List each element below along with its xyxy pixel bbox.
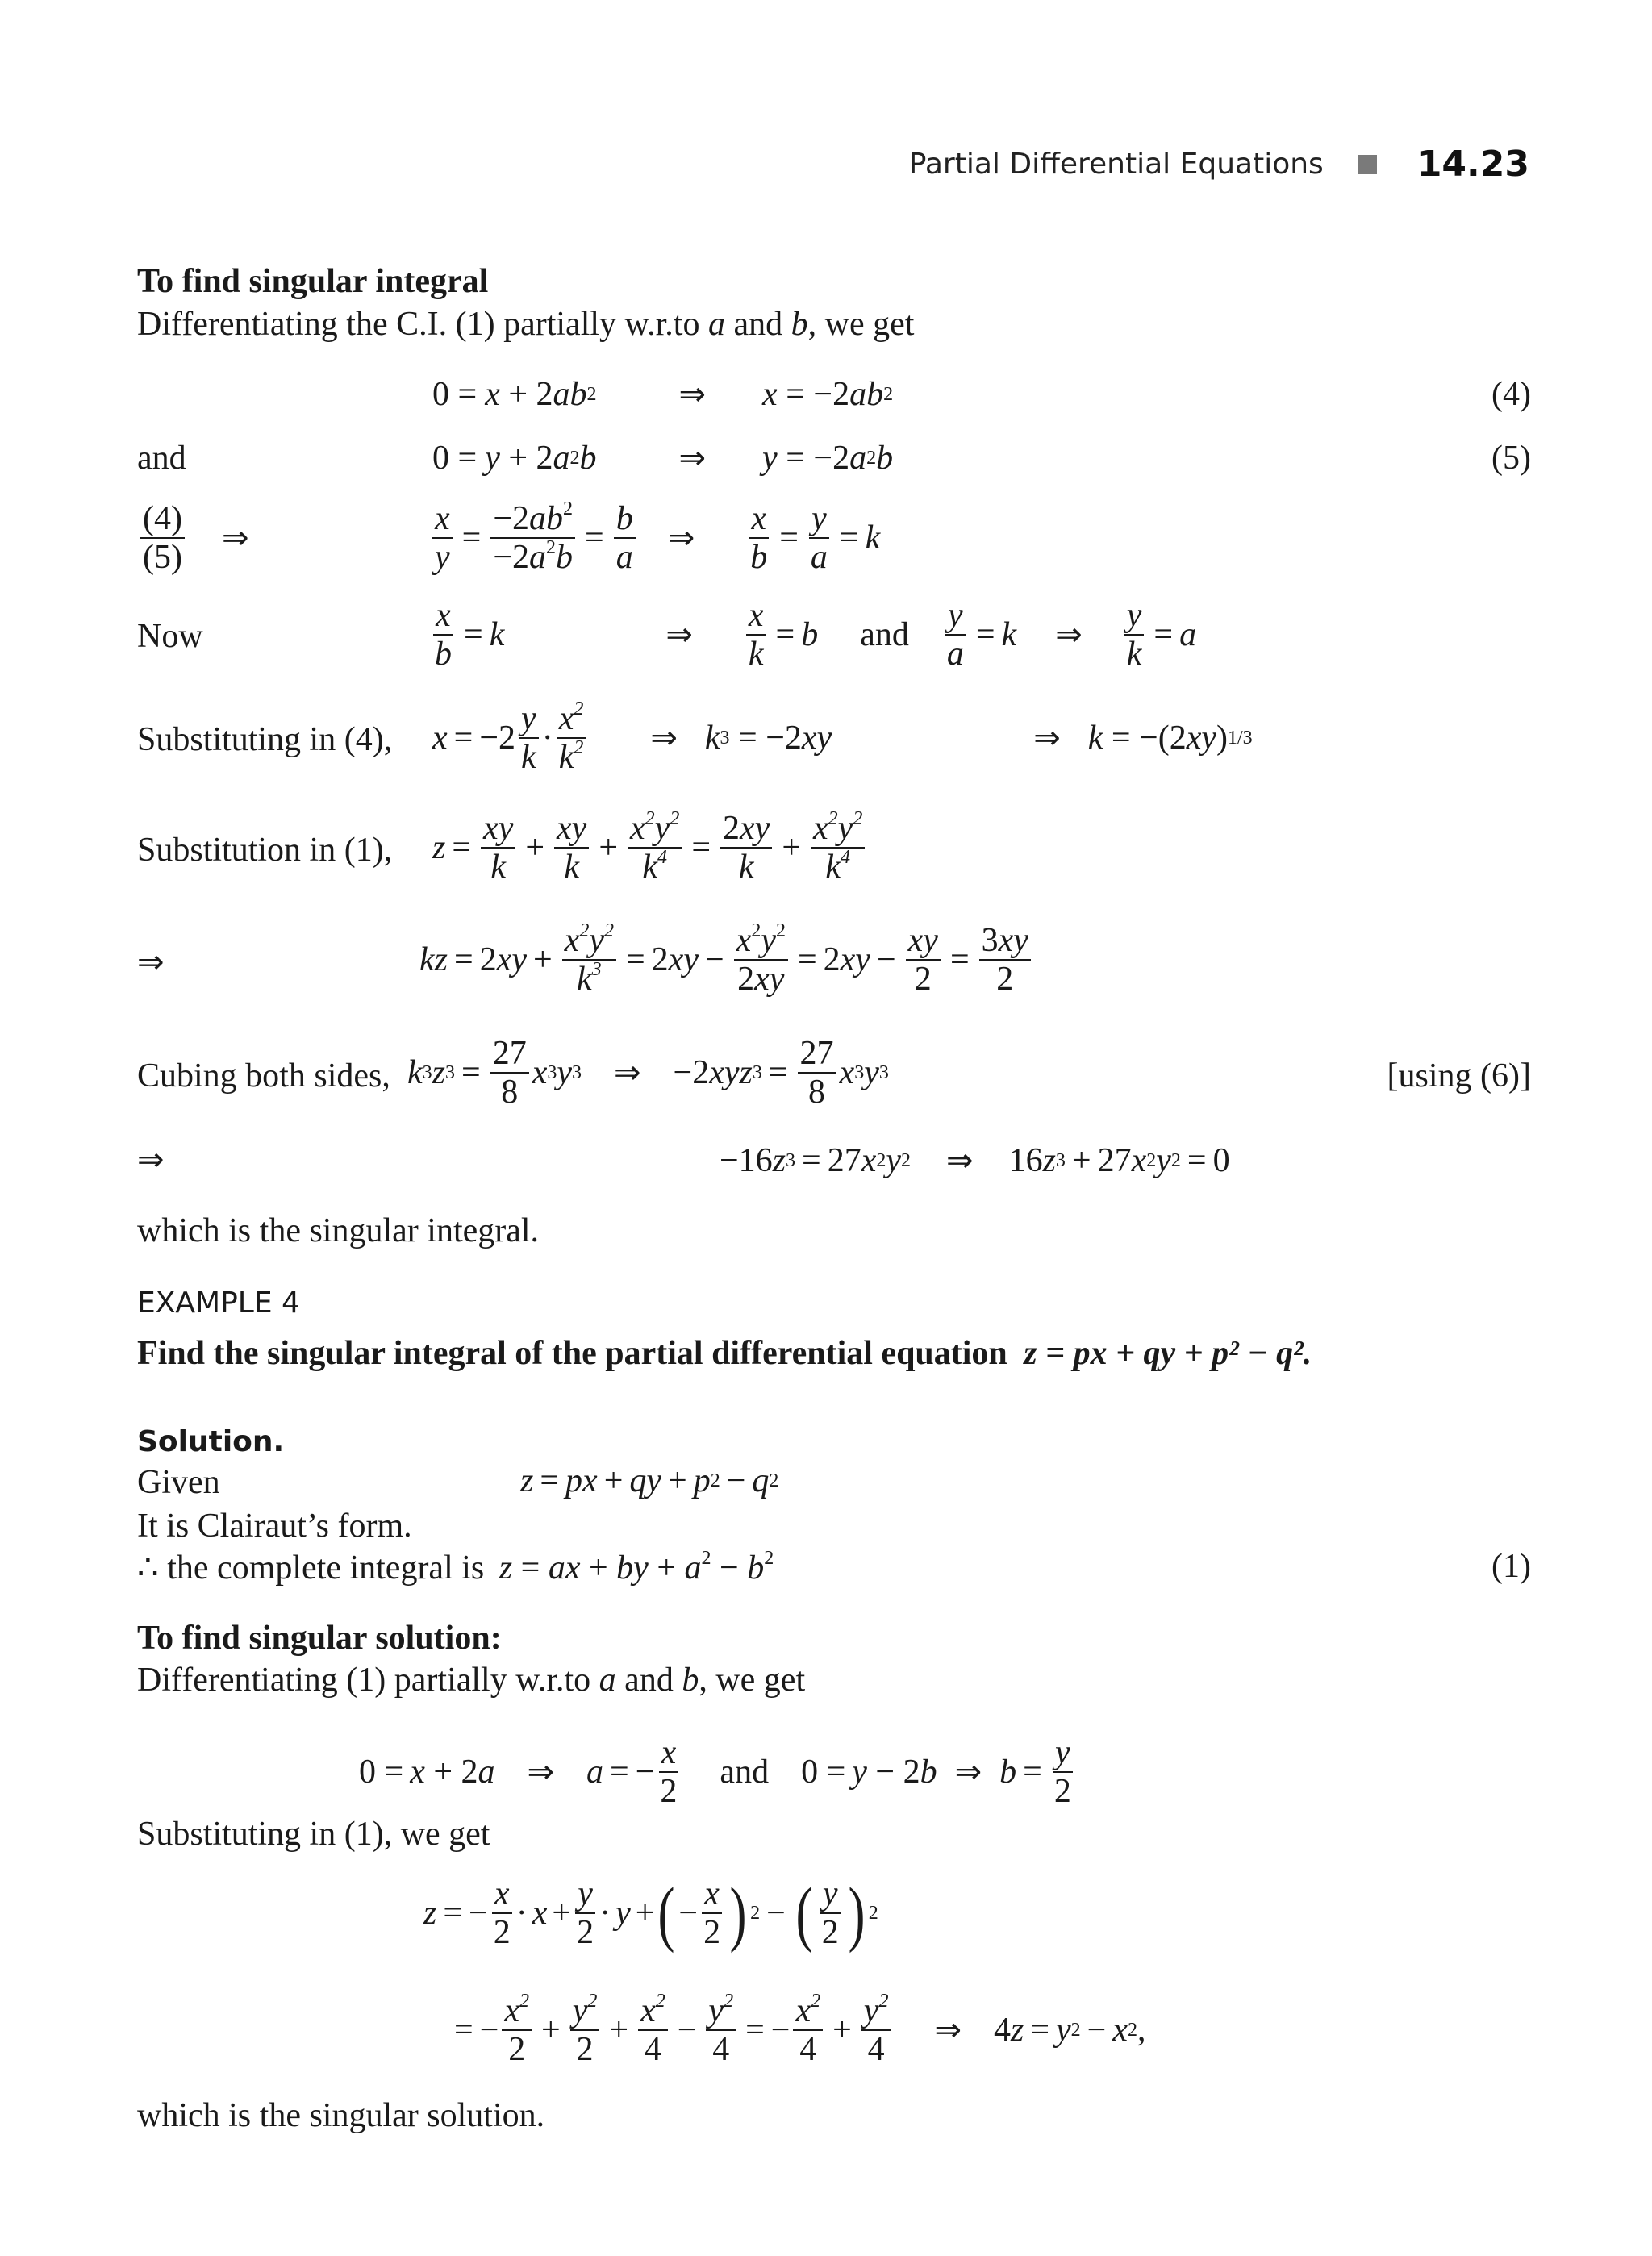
kz-equation: kz = 2 xy + $\frac{x^2y^2}{k^3}$ = 2 xy − $\frac{x^2y^2}{2xy}$ = 2 xy − $\frac{xy}{2}$ = $\frac{3xy}{2}$	[419, 922, 1034, 998]
final-singular-integral: −16 z 3 = 27 x 2 y 2 ⇒ 16 z 3 + 27 x 2 y 2 = 0	[720, 1142, 1230, 1179]
substituting-4-equation: x = −2 $\frac{y}{k}$ · $x^2$ $k^2$ ⇒ k 3 = −2 xy ⇒ k = −(2 xy ) 1/3	[432, 698, 1253, 776]
clairaut-line: It is Clairaut’s form.	[137, 1507, 412, 1545]
example-label: EXAMPLE 4	[137, 1286, 300, 1320]
running-header	[909, 144, 1529, 185]
equation-4: 0 = x + 2 ab 2 ⇒ x = −2 ab 2	[432, 376, 894, 413]
implies-label-2: ⇒	[137, 1141, 165, 1178]
intro-line: Differentiating the C.I. (1) partially w.r.to a and b, we get	[137, 306, 915, 343]
simplified-equation: = − $\frac{x^2}{2}$ + $\frac{y^2}{2}$ + $\frac{x^2}{4}$ − $\frac{y^2}{4}$ = − $\frac{x^2}{4}$ + $\frac{y^2}{4}$ ⇒ 4 z = y 2 − x 2 ,	[454, 1991, 1146, 2068]
using-6-note: [using (6)]	[1387, 1057, 1531, 1095]
cubing-equation: k 3 z 3 = $\frac{27}{8}$ x 3 y 3 ⇒ −2 xyz 3 = $\frac{27}{8}$ x 3 y 3	[407, 1035, 889, 1111]
substituting-line: Substituting in (1), we get	[137, 1816, 490, 1853]
example-conclusion: which is the singular solution.	[137, 2097, 545, 2134]
ratio-denominator: (5)	[143, 539, 182, 576]
substituted-equation: z = − $\frac{x}{2}$ · x + y 2 · y + ( − x 2 ) 2 − ( y 2 ) 2	[423, 1873, 878, 1954]
ratio-numerator: (4)	[140, 500, 185, 539]
ratio-equation: $\frac{x}{y}$ = $\frac{-2ab^2}{-2a^2b}$ = $\frac{b}{a}$ ⇒ $\frac{x}{b}$ = $\frac{y}{a}$ = k	[429, 500, 880, 576]
solution-label: Solution.	[137, 1425, 285, 1458]
implies-label-1: ⇒	[137, 944, 165, 981]
cubing-label: Cubing both sides,	[137, 1057, 390, 1095]
differentiating-line: Differentiating (1) partially w.r.to a and b, we get	[137, 1662, 806, 1699]
and-label: and	[137, 440, 186, 477]
given-label: Given	[137, 1464, 220, 1501]
substituting-4-label: Substituting in (4),	[137, 721, 393, 758]
example-problem-equation: z = px + qy + p² − q².	[1024, 1335, 1312, 1372]
equation-5: 0 = y + 2 a 2 b ⇒ y = −2 a 2 b	[432, 440, 894, 477]
header-square-icon	[1358, 155, 1377, 174]
example-problem	[137, 1332, 1533, 1374]
running-title: Partial Differential Equations	[908, 148, 1324, 181]
substitution-1-label: Substitution in (1),	[137, 832, 393, 869]
equation-tag-5: (5)	[1491, 440, 1531, 477]
example-problem-text: Find the singular integral of the partial differential equation	[137, 1335, 1007, 1372]
now-label: Now	[137, 618, 203, 655]
section-heading-singular-integral: To find singular integral	[137, 263, 489, 300]
substitution-1-equation: z = $\frac{xy}{k}$ + $\frac{xy}{k}$ + $\frac{x^2y^2}{k^4}$ = $\frac{2xy}{k}$ + $\frac{x^2y^2}{k^4}$	[432, 810, 868, 886]
section-conclusion: which is the singular integral.	[137, 1212, 540, 1249]
page-number: 14.23	[1416, 144, 1529, 185]
singular-solution-heading: To find singular solution:	[137, 1620, 502, 1657]
complete-integral-text: ∴ the complete integral is	[137, 1549, 485, 1587]
partial-derivative-equations: 0 = x + 2 a ⇒ a = − $\frac{x}{2}$ and 0 = y − 2 b ⇒ b = $\frac{y}{2}$	[359, 1734, 1071, 1810]
equation-tag-4: (4)	[1491, 376, 1531, 413]
given-equation: z = px + qy + p 2 − q 2	[520, 1462, 779, 1499]
equation-tag-1: (1)	[1491, 1548, 1531, 1585]
now-equation: $\frac{x}{b}$ = k ⇒ $\frac{x}{k}$ = b and $\frac{y}{a}$ = k ⇒ $\frac{y}{k}$ = a	[435, 597, 1197, 673]
ratio-label: $\frac{(4)}{(5)}$ ⇒	[137, 500, 249, 576]
complete-integral-line: ∴ the complete integral is z = ax + by + $a^2 - b^2$	[137, 1548, 774, 1587]
